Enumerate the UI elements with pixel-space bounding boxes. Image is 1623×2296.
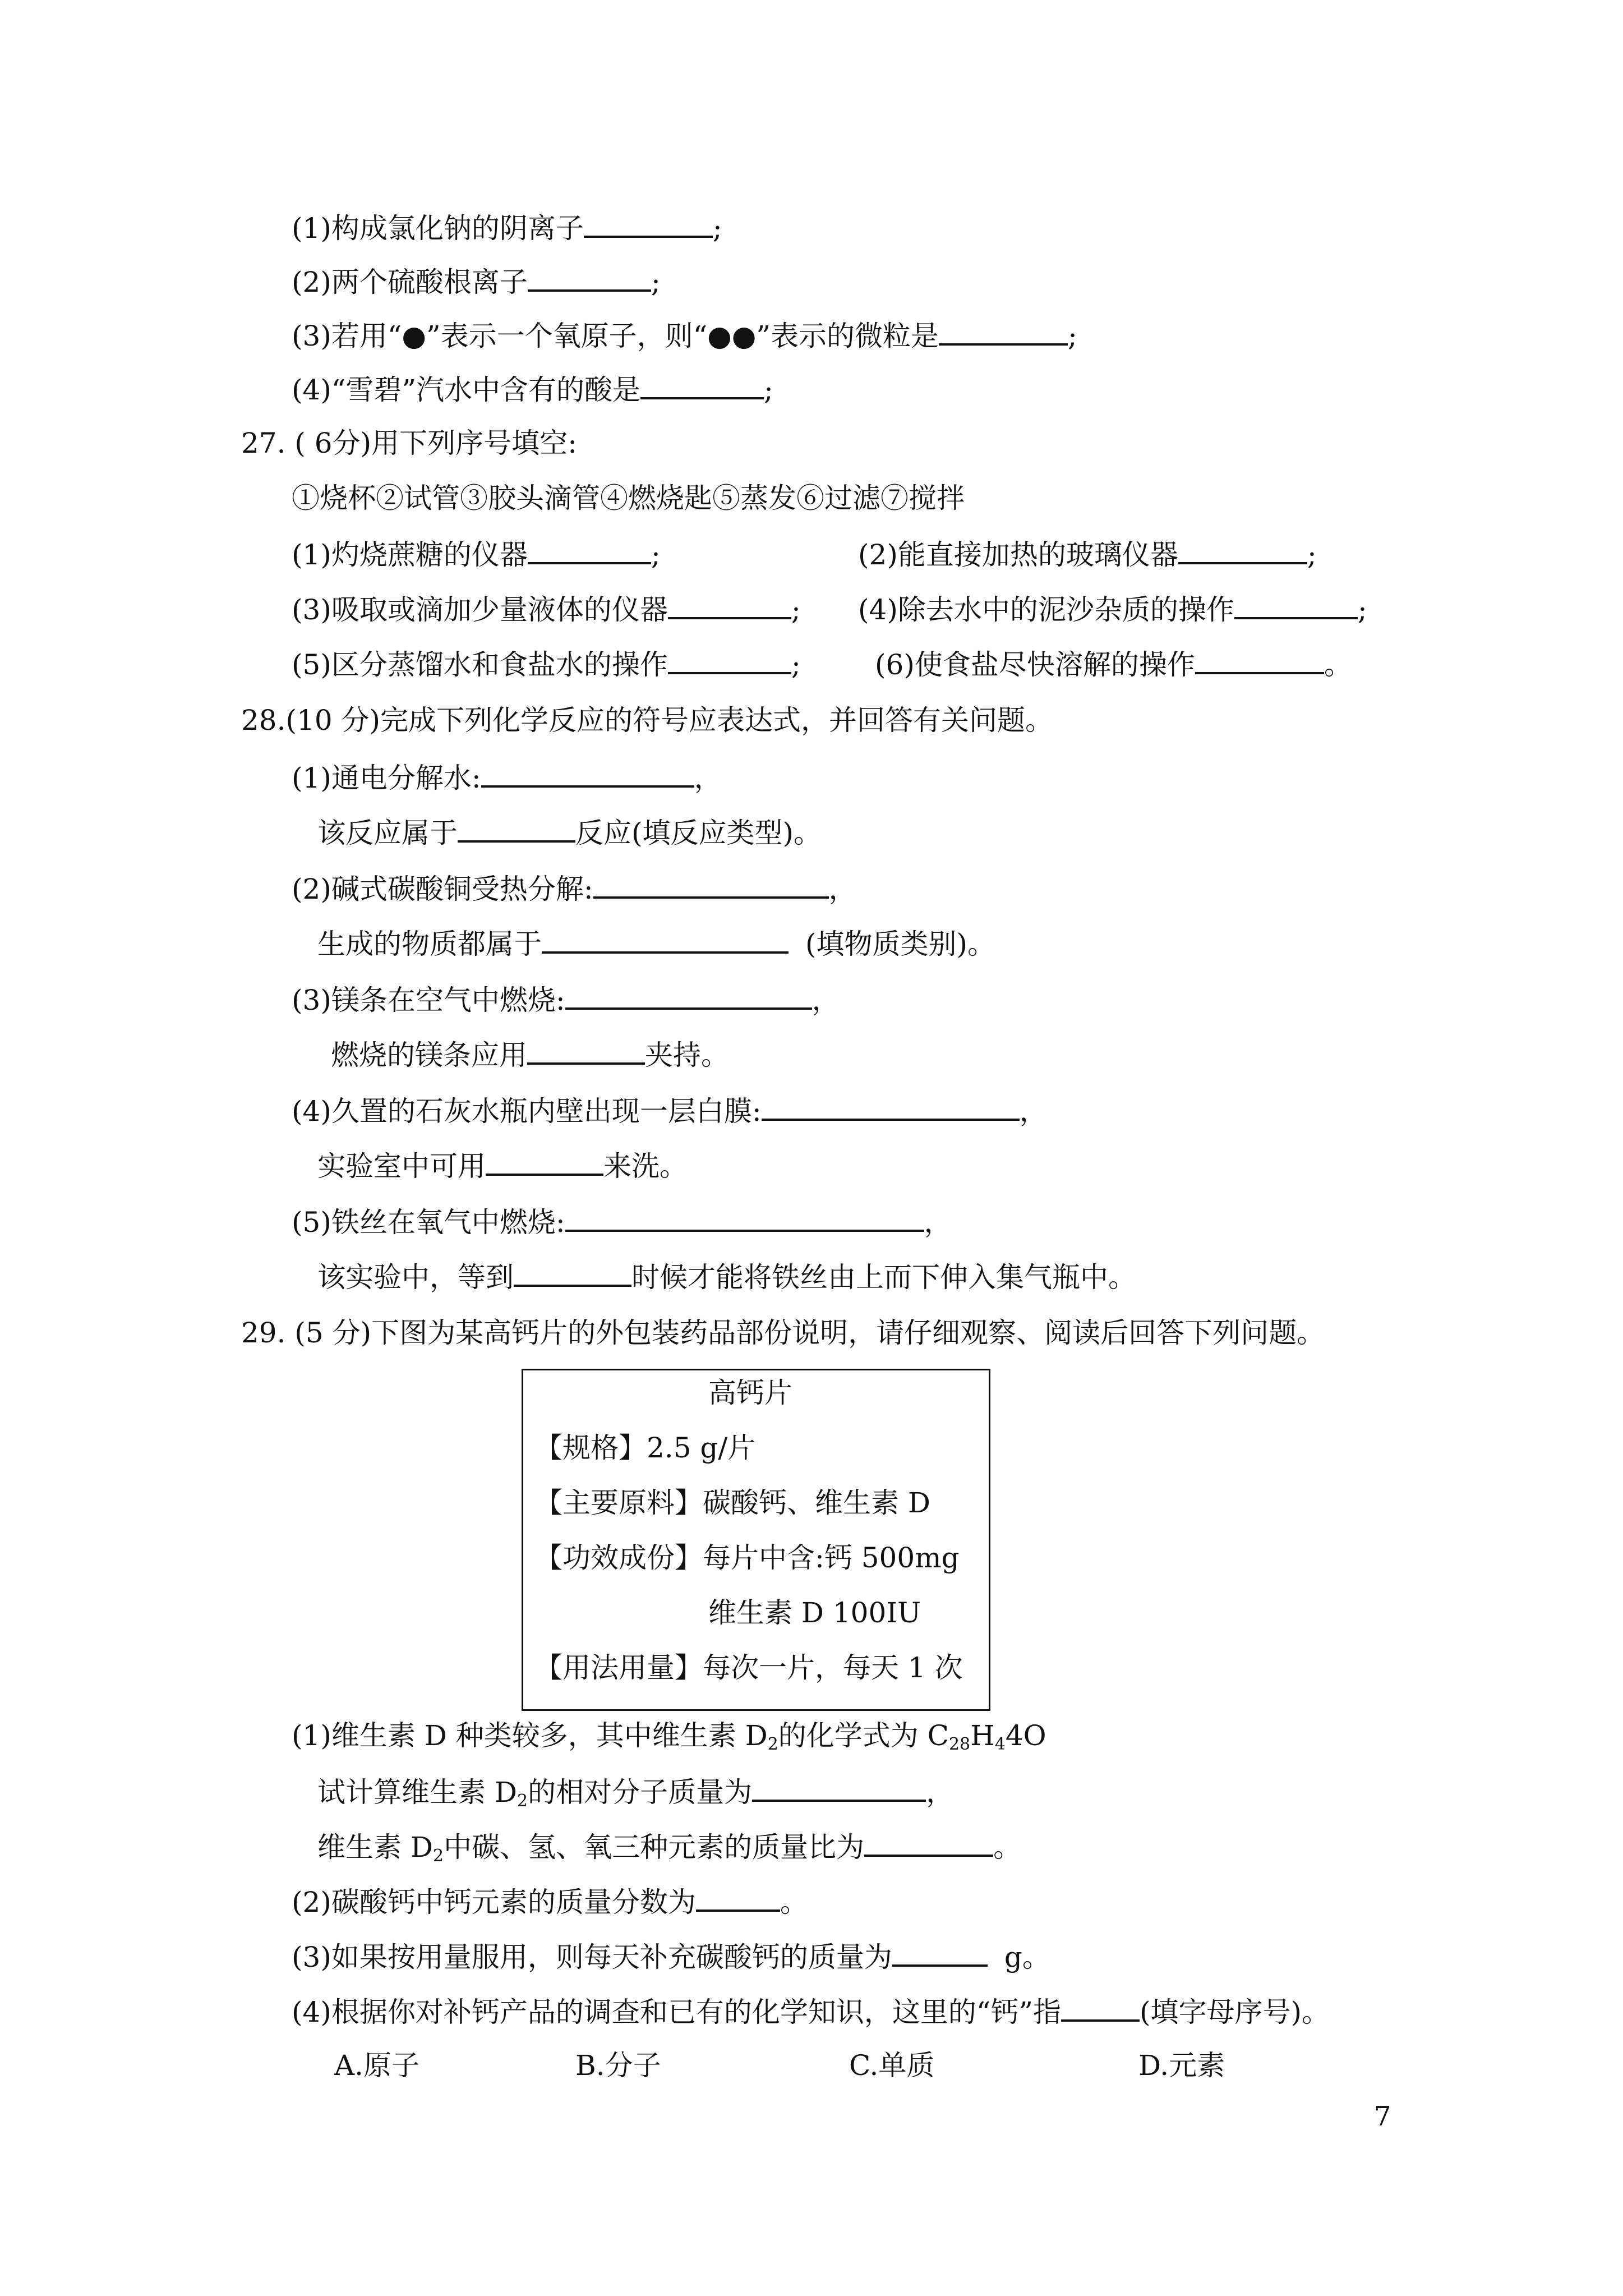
q27-item-6-text: (6)使食盐尽快溶解的操作 (875, 648, 1195, 681)
q29-item-4-text-b: (填字母序号)。 (1139, 1996, 1330, 2028)
q29-item-1-line-2 (317, 1773, 954, 1819)
q28-item-2-text: (2)碱式碳酸铜受热分解: (292, 873, 593, 905)
choice-a[interactable]: A.原子 (334, 2049, 420, 2082)
punct: 。 (780, 1886, 808, 1918)
q26-item-4 (292, 370, 773, 408)
q29-item-1-text-d: 4O (1005, 1719, 1046, 1752)
choice-b[interactable]: B.分子 (575, 2049, 661, 2082)
medicine-label-box (522, 1369, 990, 1711)
choice-c[interactable]: C.单质 (849, 2049, 935, 2082)
punct: ; (1307, 539, 1317, 571)
q29-item-2-text: (2)碳酸钙中钙元素的质量分数为 (292, 1886, 696, 1918)
answer-blank[interactable] (762, 1092, 1020, 1121)
answer-blank[interactable] (486, 1147, 603, 1176)
q28-item-2 (292, 869, 857, 907)
q27-item-2-text: (2)能直接加热的玻璃仪器 (858, 539, 1178, 571)
answer-blank[interactable] (640, 370, 764, 399)
punct: ; (651, 266, 661, 298)
subscript: 2 (432, 1846, 444, 1866)
punct: 。 (1324, 648, 1352, 681)
q26-item-3 (292, 316, 1077, 354)
answer-blank[interactable] (565, 981, 812, 1010)
q27-item-4 (858, 590, 1367, 628)
q26-item-1-text: (1)构成氯化钠的阴离子 (292, 212, 584, 245)
medicine-effect-2: 维生素 D 100IU (708, 1596, 921, 1629)
punct: ， (811, 984, 840, 1016)
answer-blank[interactable] (527, 1036, 645, 1065)
medicine-ingredients: 【主要原料】碳酸钙、维生素 D (534, 1487, 930, 1519)
choice-d[interactable]: D.元素 (1138, 2049, 1225, 2082)
answer-blank[interactable] (528, 535, 651, 564)
q27-item-1-text: (1)灼烧蔗糖的仪器 (292, 539, 528, 571)
q27-item-2 (858, 535, 1317, 573)
q26-item-3-text-a: (3)若用“ (292, 320, 402, 352)
q29-item-1-line-3-b: 中碳、氢、氧三种元素的质量比为 (444, 1831, 865, 1864)
answer-blank[interactable] (668, 645, 791, 674)
answer-blank[interactable] (864, 1828, 993, 1857)
punct: ， (1019, 1095, 1048, 1128)
q29-item-1-text-b: 的化学式为 C (778, 1719, 949, 1752)
answer-blank[interactable] (458, 813, 575, 843)
q28-item-2-followup-b: (填物质类别)。 (805, 928, 996, 960)
q28-item-4-followup-b: 来洗。 (603, 1150, 688, 1182)
medicine-usage: 【用法用量】每次一片，每天 1 次 (534, 1651, 963, 1684)
answer-blank[interactable] (1234, 590, 1358, 619)
q28-item-4-text: (4)久置的石灰水瓶内壁出现一层白膜: (292, 1095, 762, 1128)
q29-item-1-line-2-b: 的相对分子质量为 (528, 1776, 753, 1809)
q29-item-1-text-c: H (970, 1719, 995, 1752)
oxygen-atom-symbol: ● (402, 320, 427, 352)
q28-item-5-followup-a: 该实验中，等到 (317, 1261, 514, 1294)
q28-item-3-followup (331, 1036, 729, 1073)
punct: ; (791, 593, 801, 626)
q27-item-5-text: (5)区分蒸馏水和食盐水的操作 (292, 648, 668, 681)
q28-item-3-followup-b: 夹持。 (645, 1039, 729, 1071)
q28-item-5-text: (5)铁丝在氧气中燃烧: (292, 1206, 565, 1239)
q29-item-2 (292, 1883, 808, 1920)
punct: ; (651, 539, 661, 571)
q28-item-2-followup (317, 924, 995, 962)
answer-blank[interactable] (542, 924, 789, 954)
q28-item-5-followup (317, 1258, 1136, 1295)
q29-item-1-line-3-a: 维生素 D (317, 1831, 433, 1864)
q26-item-3-text-b: ”表示一个氧原子，则“ (426, 320, 708, 352)
q27-item-4-text: (4)除去水中的泥沙杂质的操作 (858, 593, 1234, 626)
subscript: 2 (517, 1791, 528, 1811)
q26-item-3-text-c: ”表示的微粒是 (756, 320, 939, 352)
q27-item-6 (875, 645, 1352, 683)
q28-item-4-followup-a: 实验室中可用 (317, 1150, 486, 1182)
q29-item-1-line-2-a: 试计算维生素 D (317, 1776, 517, 1809)
answer-blank[interactable] (528, 263, 651, 292)
q29-item-4 (292, 1993, 1330, 2030)
q28-item-3-followup-a: 燃烧的镁条应用 (331, 1039, 527, 1071)
punct: ， (694, 762, 722, 794)
q28-item-2-followup-a: 生成的物质都属于 (317, 928, 542, 960)
q28-item-1-followup (317, 813, 822, 851)
q28-item-3 (292, 981, 840, 1018)
q28-item-1-followup-b: 反应(填反应类型)。 (575, 817, 822, 849)
answer-blank[interactable] (565, 1203, 924, 1232)
answer-blank[interactable] (1195, 645, 1324, 674)
q29-item-1-text-a: (1)维生素 D 种类较多，其中维生素 D (292, 1719, 768, 1752)
q27-title: 27. ( 6分)用下列序号填空: (241, 427, 577, 459)
answer-blank[interactable] (593, 869, 829, 899)
punct: ; (1067, 320, 1077, 352)
answer-blank[interactable] (752, 1773, 926, 1802)
medicine-name: 高钙片 (708, 1377, 792, 1409)
punct: ， (828, 873, 857, 905)
oxygen-molecule-symbol: ●● (707, 320, 757, 352)
subscript: 28 (948, 1734, 971, 1754)
q28-item-3-text: (3)镁条在空气中燃烧: (292, 984, 565, 1016)
q26-item-1 (292, 209, 722, 246)
punct: ， (926, 1776, 955, 1809)
punct: ， (924, 1206, 952, 1239)
answer-blank[interactable] (892, 1938, 988, 1967)
q26-item-2-text: (2)两个硫酸根离子 (292, 266, 528, 298)
q27-item-3-text: (3)吸取或滴加少量液体的仪器 (292, 593, 668, 626)
subscript: 2 (767, 1734, 778, 1754)
punct: ; (763, 374, 773, 406)
punct: 。 (993, 1831, 1022, 1864)
q27-item-3 (292, 590, 801, 628)
q27-item-1 (292, 535, 661, 573)
q29-item-4-text-a: (4)根据你对补钙产品的调查和已有的化学知识，这里的“钙”指 (292, 1996, 1061, 2028)
punct: ; (1357, 593, 1367, 626)
q26-item-4-text: (4)“雪碧”汽水中含有的酸是 (292, 374, 640, 406)
q28-item-1-text: (1)通电分解水: (292, 762, 481, 794)
q28-item-4 (292, 1092, 1048, 1129)
answer-blank[interactable] (1178, 535, 1307, 564)
q28-item-1 (292, 758, 722, 796)
answer-blank[interactable] (481, 758, 694, 788)
answer-blank[interactable] (1061, 1993, 1140, 2022)
q28-item-5-followup-b: 时候才能将铁丝由上而下伸入集气瓶中。 (631, 1261, 1136, 1294)
punct: ; (712, 212, 722, 245)
answer-blank[interactable] (584, 209, 713, 238)
q29-title: 29. (5 分)下图为某高钙片的外包装药品部份说明，请仔细观察、阅读后回答下列问题。 (241, 1317, 1325, 1349)
q27-item-5 (292, 645, 801, 683)
q28-title: 28.(10 分)完成下列化学反应的符号应表达式，并回答有关问题。 (241, 704, 1054, 737)
q29-item-1 (292, 1718, 1046, 1763)
answer-blank[interactable] (939, 316, 1068, 346)
medicine-effect: 【功效成份】每片中含:钙 500mg (534, 1542, 960, 1574)
answer-blank[interactable] (696, 1883, 780, 1912)
q26-item-2 (292, 263, 661, 300)
q29-item-1-line-3 (317, 1828, 1021, 1874)
q28-item-4-followup (317, 1147, 688, 1184)
medicine-spec: 【规格】2.5 g/片 (534, 1432, 756, 1464)
q29-item-3-text: (3)如果按用量服用，则每天补充碳酸钙的质量为 (292, 1941, 892, 1973)
unit-text: g。 (1004, 1941, 1050, 1973)
q28-item-1-followup-a: 该反应属于 (317, 817, 458, 849)
q29-item-3 (292, 1938, 1050, 1975)
answer-blank[interactable] (668, 590, 791, 619)
page-number: 7 (1374, 2101, 1391, 2132)
q27-options: ①烧杯②试管③胶头滴管④燃烧匙⑤蒸发⑥过滤⑦搅拌 (292, 482, 965, 514)
q28-item-5 (292, 1203, 952, 1240)
punct: ; (791, 648, 801, 681)
answer-blank[interactable] (514, 1258, 631, 1287)
subscript: 4 (994, 1734, 1006, 1754)
